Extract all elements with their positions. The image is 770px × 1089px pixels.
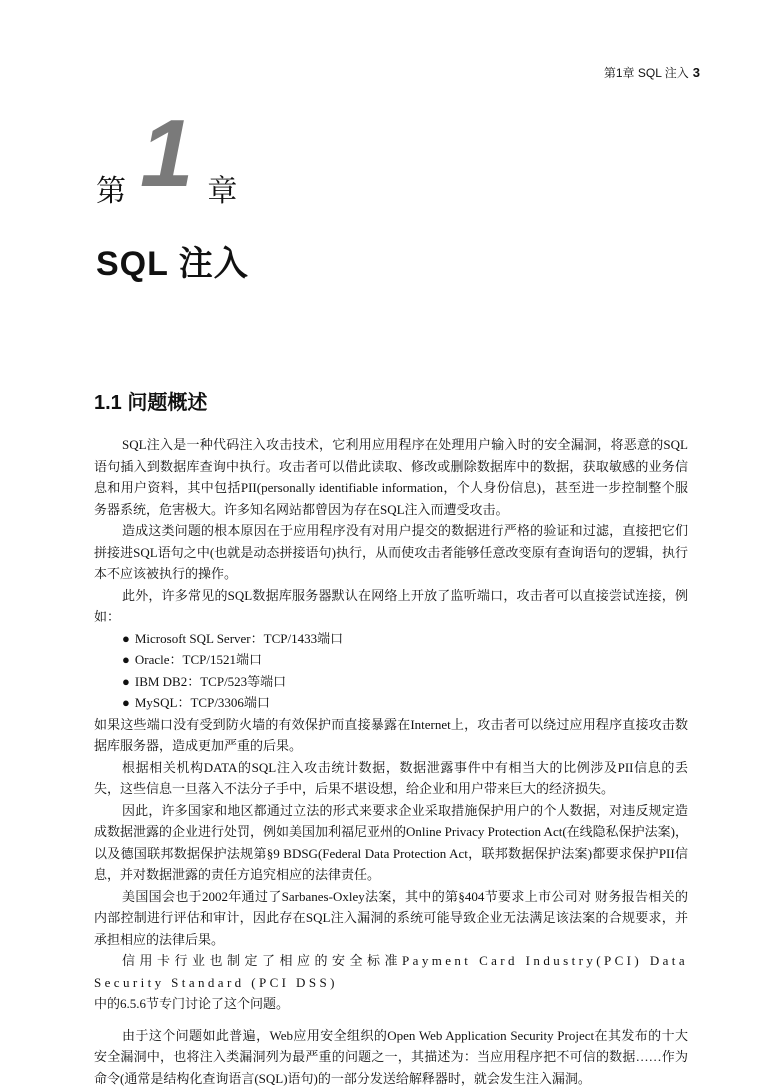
paragraph: 如果这些端口没有受到防火墙的有效保护而直接暴露在Internet上，攻击者可以绕过应用程序直接攻击数据库服务器，造成更加严重的后果。 (94, 714, 688, 757)
page-number: 3 (693, 65, 700, 80)
chapter-title: SQL 注入 (96, 236, 249, 285)
running-header (560, 64, 700, 81)
list-item: ● IBM DB2：TCP/523等端口 (122, 671, 688, 693)
chapter-prefix: 第 (96, 166, 126, 210)
list-item: ● Microsoft SQL Server：TCP/1433端口 (122, 628, 688, 650)
list-item: ● Oracle：TCP/1521端口 (122, 649, 688, 671)
chapter-number: 1 (140, 106, 193, 202)
bullet-icon: ● (122, 674, 130, 689)
paragraph-owasp: 由于这个问题如此普遍，Web应用安全组织的Open Web Application Security Project在其发布的十大安全漏洞中，也将注入类漏洞列为最严重的问题之一，其描述为：当应用程序把不可信的数据……作为命令(通常是结构化查询语言(SQL)语句)的一部分发送给解释器时，就会发生注入漏洞。 (94, 1025, 688, 1089)
paragraph: SQL注入是一种代码注入攻击技术，它利用应用程序在处理用户输入时的安全漏洞，将恶意的SQL语句插入到数据库查询中执行。攻击者可以借此读取、修改或删除数据库中的数据，获取敏感的业务信息和用户资料，其中包括PII(personally identifiable information，个人身份信息)，甚至进一步控制整个服务器系统，危害极大。许多知名网站都曾因为存在SQL注入而遭受攻击。 (94, 434, 688, 520)
chapter-suffix: 章 (207, 166, 237, 210)
section-heading: 1.1 问题概述 (94, 386, 207, 415)
paragraph: 根据相关机构DATA的SQL注入攻击统计数据，数据泄露事件中有相当大的比例涉及PII信息的丢失，这些信息一旦落入不法分子手中，后果不堪设想，给企业和用户带来巨大的经济损失。 (94, 757, 688, 800)
bullet-icon: ● (122, 652, 130, 667)
paragraph: 此外，许多常见的SQL数据库服务器默认在网络上开放了监听端口，攻击者可以直接尝试连接，例如： (94, 585, 688, 628)
list-item: ● MySQL：TCP/3306端口 (122, 692, 688, 714)
bullet-icon: ● (122, 695, 130, 710)
paragraph: 因此，许多国家和地区都通过立法的形式来要求企业采取措施保护用户的个人数据，对违反规定造成数据泄露的企业进行处罚，例如美国加利福尼亚州的Online Privacy Protection Act(在线隐私保护法案)，以及德国联邦数据保护法规第§9 BDSG(Federal Data Protection Act，联邦数据保护法案)都要求保护PII信息，并对数据泄露的责任方追究相应的法律责任。 (94, 800, 688, 886)
paragraph: 造成这类问题的根本原因在于应用程序没有对用户提交的数据进行严格的验证和过滤，直接把它们拼接进SQL语句之中(也就是动态拼接语句)执行，从而使攻击者能够任意改变原有查询语句的逻辑，执行本不应该被执行的操作。 (94, 520, 688, 585)
paragraph-pci-tail: 中的6.5.6节专门讨论了这个问题。 (94, 993, 688, 1015)
body-text (94, 434, 688, 1089)
running-title: 第1章 SQL 注入 (604, 66, 689, 80)
paragraph: 美国国会也于2002年通过了Sarbanes-Oxley法案，其中的第§404节要求上市公司对 财务报告相关的内部控制进行评估和审计，因此存在SQL注入漏洞的系统可能导致企业无法满足该法案的合规要求，并承担相应的法律后果。 (94, 886, 688, 951)
bullet-icon: ● (122, 631, 130, 646)
chapter-label (96, 110, 237, 210)
paragraph-pci: 信用卡行业也制定了相应的安全标准Payment Card Industry(PCI) Data Security Standard (PCI DSS) (94, 950, 688, 993)
port-list (94, 628, 688, 714)
